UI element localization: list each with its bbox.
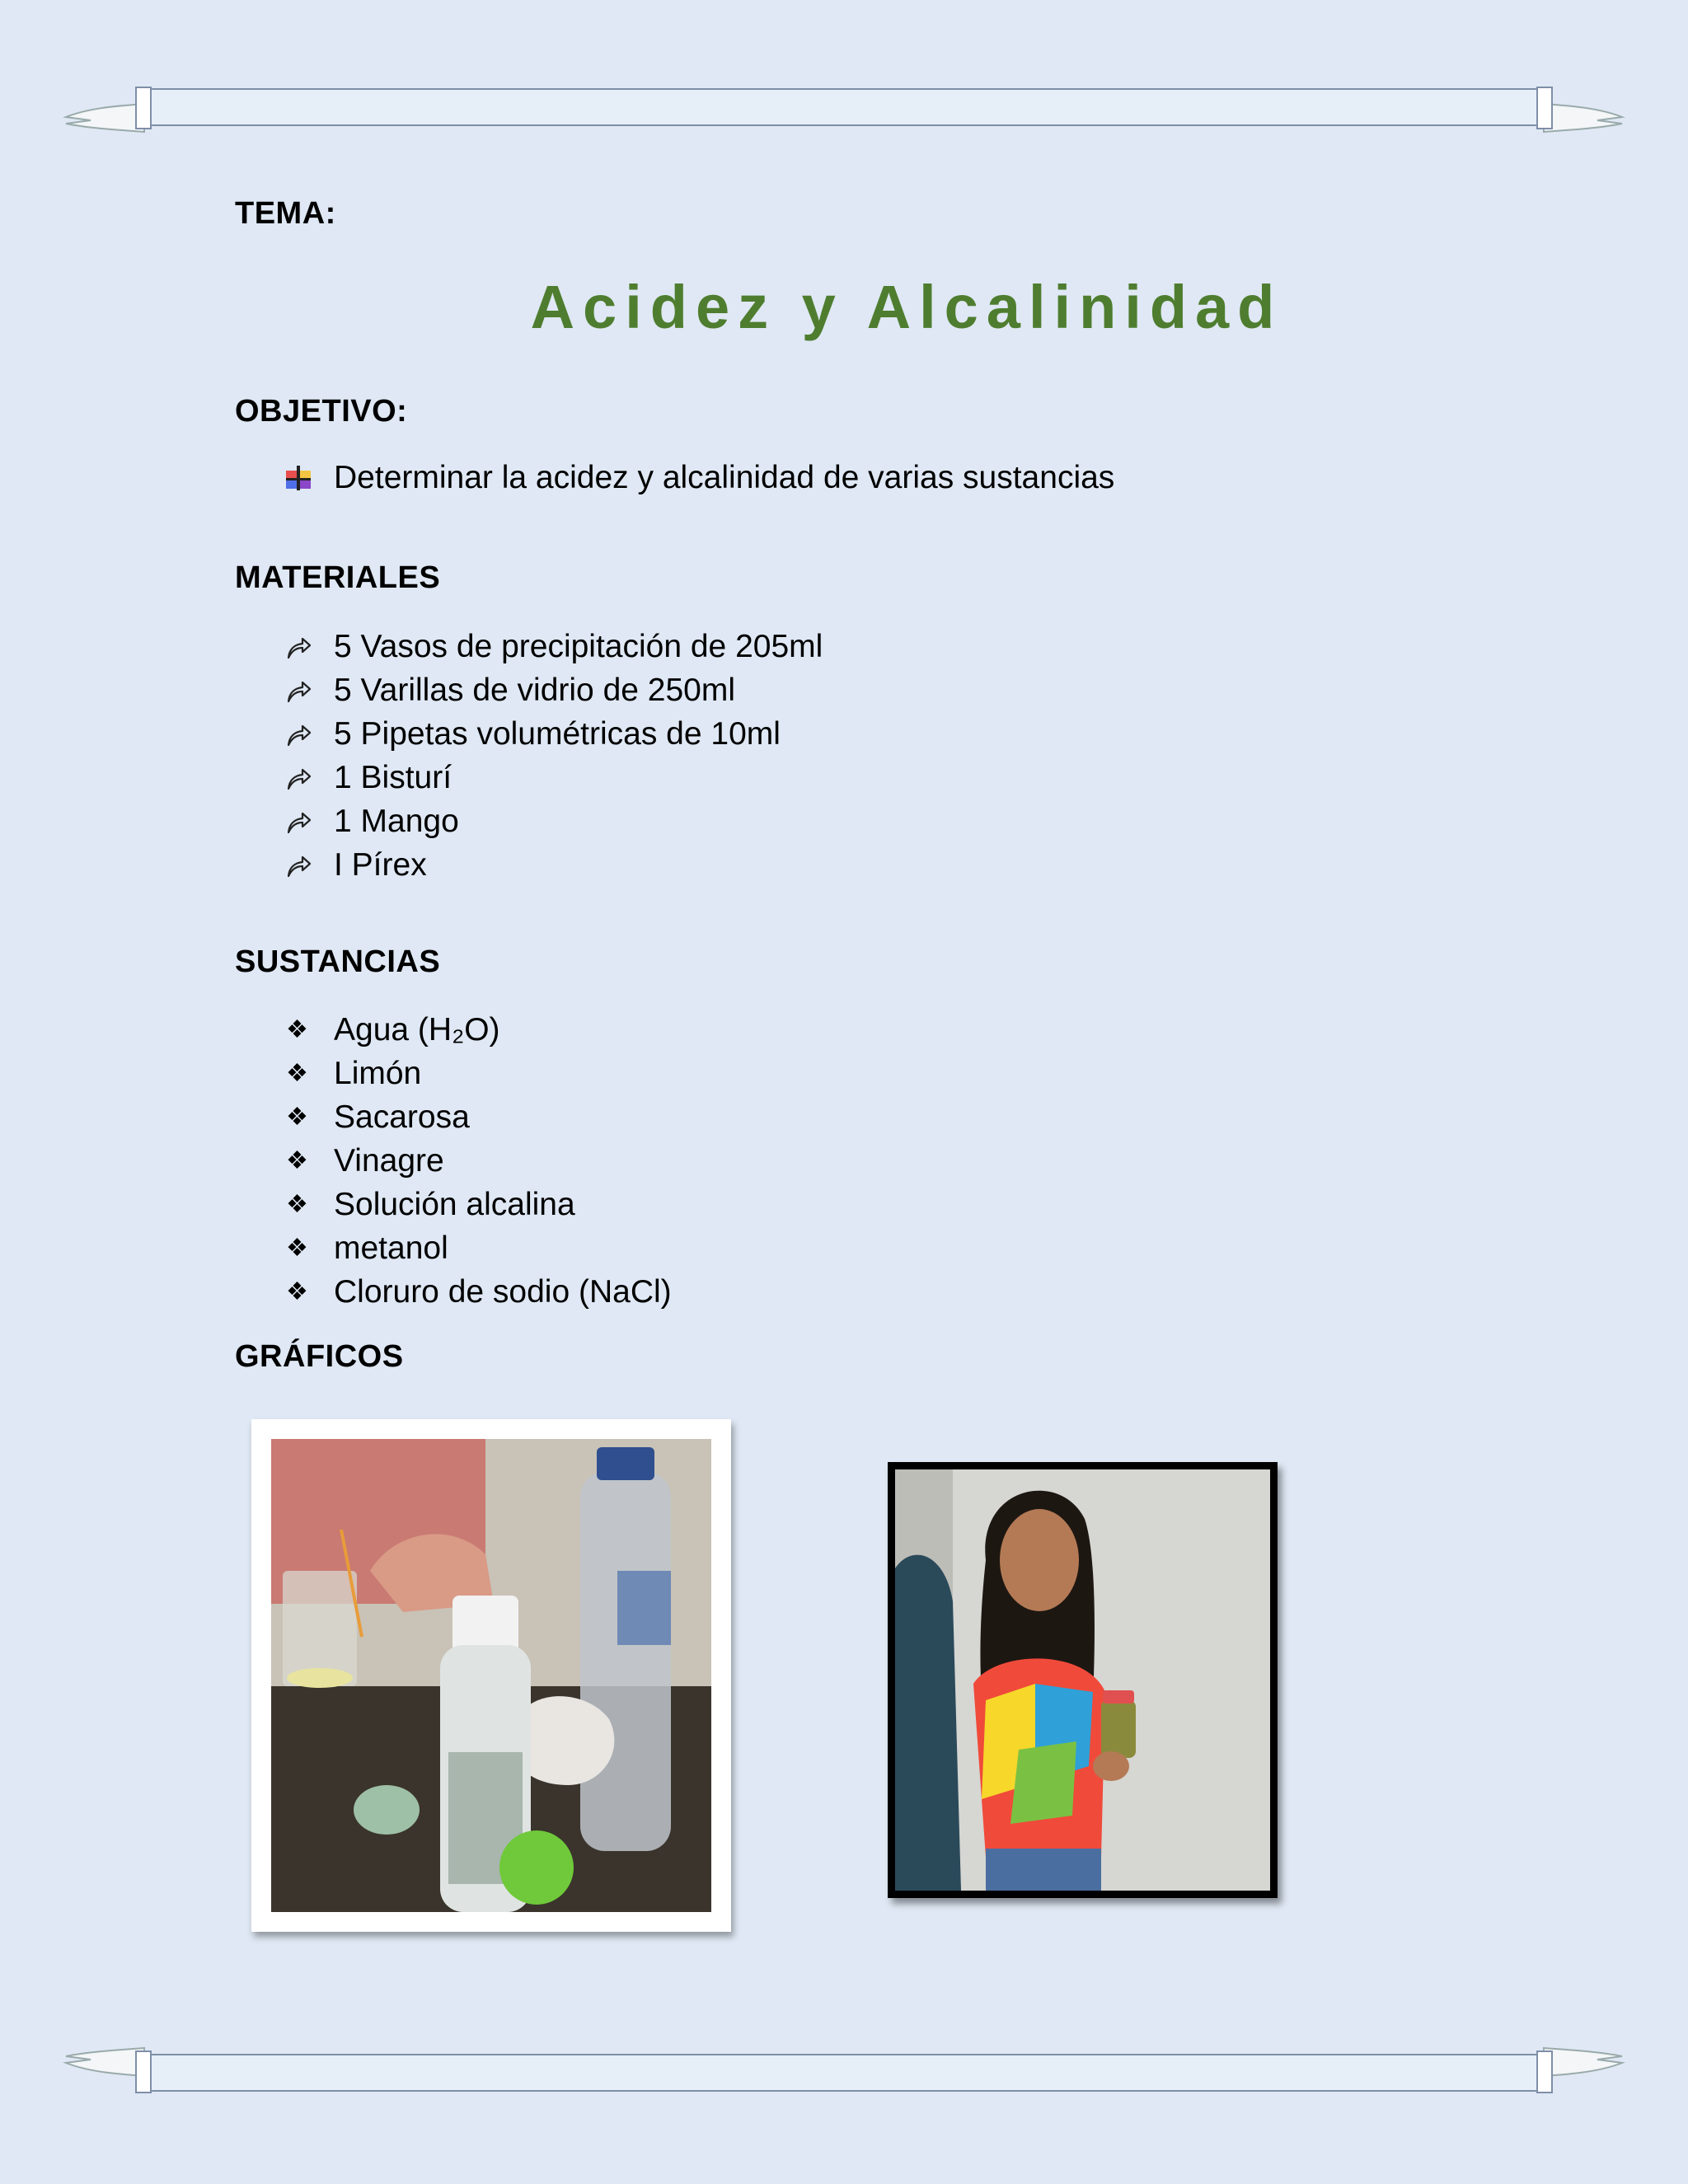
curved-arrow-bullet-icon [284, 633, 312, 661]
list-item [284, 1270, 672, 1314]
objetivo-label: OBJETIVO: [235, 394, 408, 429]
objetivo-item-text: Determinar la acidez y alcalinidad de varias sustancias [334, 460, 1115, 495]
sustancia-item-text: metanol [334, 1230, 448, 1266]
list-item [284, 1008, 672, 1052]
curved-arrow-bullet-icon [284, 677, 312, 705]
lab-materials-photo [251, 1419, 731, 1932]
list-item [284, 799, 823, 843]
list-item [284, 1095, 672, 1139]
four-diamond-bullet-icon: ❖ [286, 1016, 308, 1043]
objetivo-list [284, 456, 1114, 499]
sustancia-item-text: Vinagre [334, 1143, 444, 1179]
material-item-text: 1 Mango [334, 804, 459, 839]
list-item [284, 1226, 672, 1270]
list-item [284, 1052, 672, 1095]
list-item [284, 756, 823, 799]
material-item-text: I Pírex [334, 847, 427, 883]
curved-arrow-bullet-icon [284, 764, 312, 792]
curved-arrow-bullet-icon [284, 720, 312, 748]
list-item [284, 625, 823, 668]
list-item [284, 668, 823, 712]
material-item-text: 5 Vasos de precipitación de 205ml [334, 629, 823, 664]
four-diamond-bullet-icon: ❖ [286, 1191, 308, 1218]
list-item [284, 1183, 672, 1226]
list-item [284, 843, 823, 887]
curved-arrow-bullet-icon [284, 851, 312, 879]
plus-square-bullet-icon [284, 464, 312, 492]
material-item-text: 5 Pipetas volumétricas de 10ml [334, 716, 781, 752]
material-item-text: 1 Bisturí [334, 760, 452, 795]
scroll-border-top [0, 74, 1688, 140]
list-item [284, 456, 1114, 499]
sustancia-item-text: Solución alcalina [334, 1187, 575, 1222]
sustancias-label: SUSTANCIAS [235, 944, 441, 979]
four-diamond-bullet-icon: ❖ [286, 1060, 308, 1087]
four-diamond-bullet-icon: ❖ [286, 1147, 308, 1174]
list-item [284, 1139, 672, 1183]
sustancias-list [284, 1008, 672, 1314]
materiales-list [284, 625, 823, 887]
page-title: Acidez y Alcalinidad [530, 273, 1283, 341]
sustancia-item-text: Agua (H₂O) [334, 1012, 500, 1047]
materiales-label: MATERIALES [235, 560, 441, 595]
four-diamond-bullet-icon: ❖ [286, 1278, 308, 1305]
graficos-label: GRÁFICOS [235, 1339, 404, 1374]
four-diamond-bullet-icon: ❖ [286, 1104, 308, 1131]
curved-arrow-bullet-icon [284, 808, 312, 836]
sustancia-item-text: Cloruro de sodio (NaCl) [334, 1274, 672, 1310]
scroll-border-bottom [0, 2040, 1688, 2106]
list-item [284, 712, 823, 756]
student-photo [888, 1462, 1278, 1898]
material-item-text: 5 Varillas de vidrio de 250ml [334, 673, 736, 708]
sustancia-item-text: Limón [334, 1056, 422, 1091]
sustancia-item-text: Sacarosa [334, 1099, 470, 1135]
four-diamond-bullet-icon: ❖ [286, 1235, 308, 1262]
tema-label: TEMA: [235, 196, 336, 231]
